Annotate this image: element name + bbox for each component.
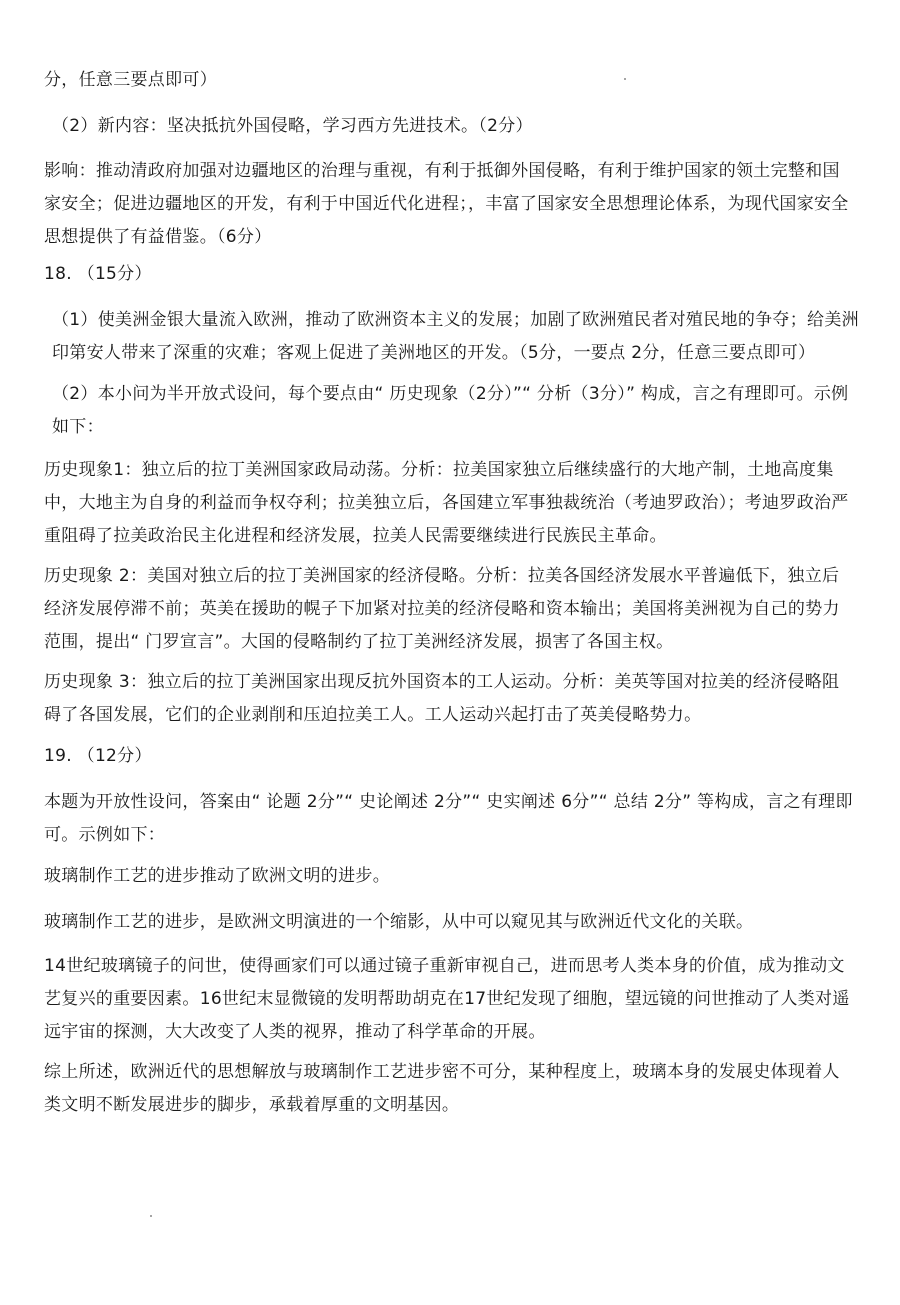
question-18-heading: 18. （15分） [44,264,152,284]
paragraph-q19-intro: 本题为开放性设问，答案由“ 论题 2分”“ 史论阐述 2分”“ 史实阐述 6分”“ 总结 2分” 等构成，言之有理即可。示例如下： [44,792,853,845]
paragraph-phenomenon-3: 历史现象 3：独立后的拉丁美洲国家出现反抗外国资本的工人运动。分析：美英等国对拉美的经济侵略阻碍了各国发展，它们的企业剥削和压迫拉美工人。工人运动兴起打击了英美侵略势力。 [44,672,840,725]
paragraph-answer-tail: 分，任意三要点即可） [44,70,217,90]
paragraph-phenomenon-1: 历史现象1：独立后的拉丁美洲国家政局动荡。分析：拉美国家独立后继续盛行的大地产制，土地高度集中，大地主为自身的利益而争权夺利；拉美独立后，各国建立军事独裁统治（考迪罗政治）；考迪罗政治严重阻碍了拉美政治民主化进程和经济发展，拉美人民需要继续进行民族民主革命。 [44,460,849,546]
paragraph-q17-2-impact: 影响：推动清政府加强对边疆地区的治理与重视，有利于抵御外国侵略，有利于维护国家的领土完整和国家安全；促进边疆地区的开发，有利于中国近代化进程；，丰富了国家安全思想理论体系，为现代国家安全思想提供了有益借鉴。（6分） [44,161,849,247]
paragraph-theory: 玻璃制作工艺的进步，是欧洲文明演进的一个缩影，从中可以窥见其与欧洲近代文化的关联。 [44,912,754,932]
paragraph-thesis: 玻璃制作工艺的进步推动了欧洲文明的进步。 [44,866,390,886]
scan-speck [624,78,626,80]
question-19-heading: 19. （12分） [44,746,152,766]
paragraph-q18-1: （1）使美洲金银大量流入欧洲，推动了欧洲资本主义的发展；加剧了欧洲殖民者对殖民地的争夺；给美洲印第安人带来了深重的灾难；客观上促进了美洲地区的开发。（5分，一要点 2分，任意三要点即可） [52,310,859,363]
paragraph-q17-2-new-content: （2）新内容：坚决抵抗外国侵略，学习西方先进技术。（2分） [52,116,533,136]
paragraph-facts: 14世纪玻璃镜子的问世，使得画家们可以通过镜子重新审视自己，进而思考人类本身的价值，成为推动文艺复兴的重要因素。16世纪末显微镜的发明帮助胡克在17世纪发现了细胞，望远镜的问世推动了人类对遥远宇宙的探测，大大改变了人类的视界，推动了科学革命的开展。 [44,956,850,1042]
paragraph-q18-2-intro: （2）本小问为半开放式设问，每个要点由“ 历史现象（2分）”“ 分析（3分）” 构成，言之有理即可。示例如下： [52,384,849,437]
paragraph-conclusion: 综上所述，欧洲近代的思想解放与玻璃制作工艺进步密不可分，某种程度上，玻璃本身的发展史体现着人类文明不断发展进步的脚步，承载着厚重的文明基因。 [44,1062,840,1115]
scan-speck [150,1215,152,1217]
paragraph-phenomenon-2: 历史现象 2：美国对独立后的拉丁美洲国家的经济侵略。分析：拉美各国经济发展水平普遍低下，独立后经济发展停滞不前；英美在援助的幌子下加紧对拉美的经济侵略和资本输出；美国将美洲视为自己的势力范围，提出“ 门罗宣言”。大国的侵略制约了拉丁美洲经济发展，损害了各国主权。 [44,566,840,652]
